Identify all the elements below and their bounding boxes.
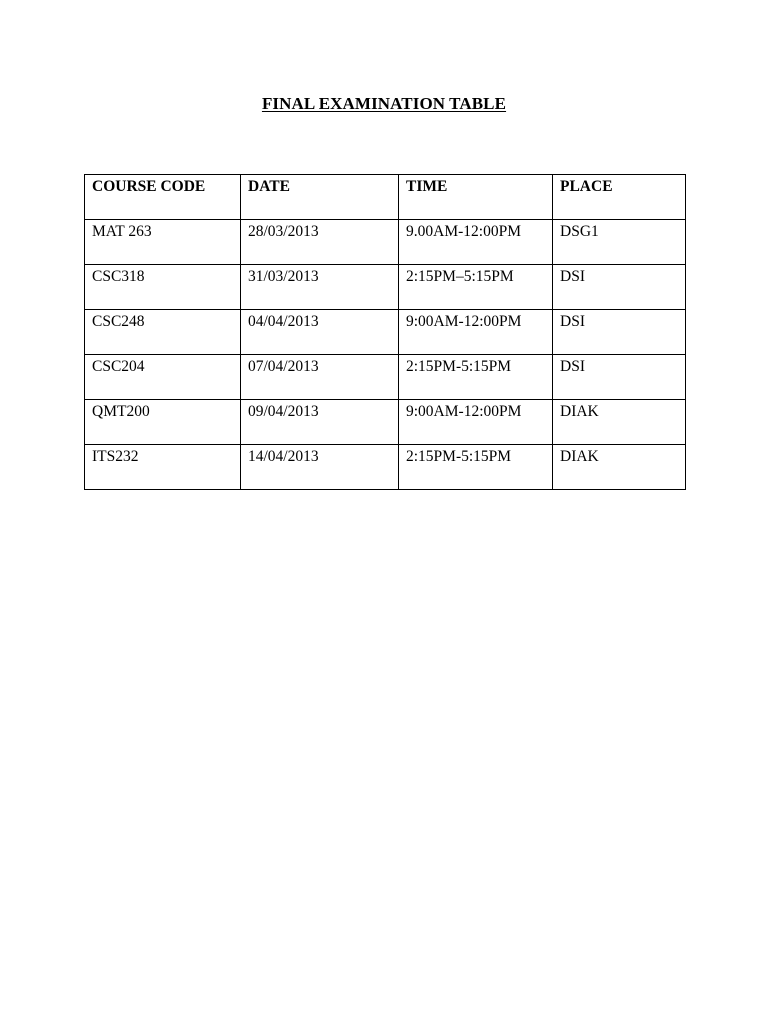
table-row xyxy=(85,355,686,400)
table-header-row xyxy=(85,175,686,220)
cell-place: DSI xyxy=(553,310,686,355)
cell-date: 07/04/2013 xyxy=(241,355,399,400)
cell-time: 2:15PM-5:15PM xyxy=(399,355,553,400)
table-row xyxy=(85,220,686,265)
cell-time: 9:00AM-12:00PM xyxy=(399,310,553,355)
cell-place: DIAK xyxy=(553,400,686,445)
cell-date: 09/04/2013 xyxy=(241,400,399,445)
cell-place: DSI xyxy=(553,355,686,400)
table-row xyxy=(85,445,686,490)
cell-date: 31/03/2013 xyxy=(241,265,399,310)
cell-place: DSI xyxy=(553,265,686,310)
cell-place: DIAK xyxy=(553,445,686,490)
cell-course-code: MAT 263 xyxy=(85,220,241,265)
table-row xyxy=(85,310,686,355)
table-row xyxy=(85,265,686,310)
cell-date: 14/04/2013 xyxy=(241,445,399,490)
cell-course-code: CSC248 xyxy=(85,310,241,355)
cell-course-code: ITS232 xyxy=(85,445,241,490)
cell-date: 04/04/2013 xyxy=(241,310,399,355)
cell-course-code: CSC318 xyxy=(85,265,241,310)
table-row xyxy=(85,400,686,445)
document-title: FINAL EXAMINATION TABLE xyxy=(261,94,507,113)
header-time: TIME xyxy=(399,175,553,220)
cell-time: 2:15PM–5:15PM xyxy=(399,265,553,310)
cell-course-code: CSC204 xyxy=(85,355,241,400)
cell-place: DSG1 xyxy=(553,220,686,265)
cell-course-code: QMT200 xyxy=(85,400,241,445)
cell-time: 9.00AM-12:00PM xyxy=(399,220,553,265)
exam-table xyxy=(84,174,686,490)
header-course-code: COURSE CODE xyxy=(85,175,241,220)
cell-date: 28/03/2013 xyxy=(241,220,399,265)
cell-time: 9:00AM-12:00PM xyxy=(399,400,553,445)
header-date: DATE xyxy=(241,175,399,220)
header-place: PLACE xyxy=(553,175,686,220)
cell-time: 2:15PM-5:15PM xyxy=(399,445,553,490)
